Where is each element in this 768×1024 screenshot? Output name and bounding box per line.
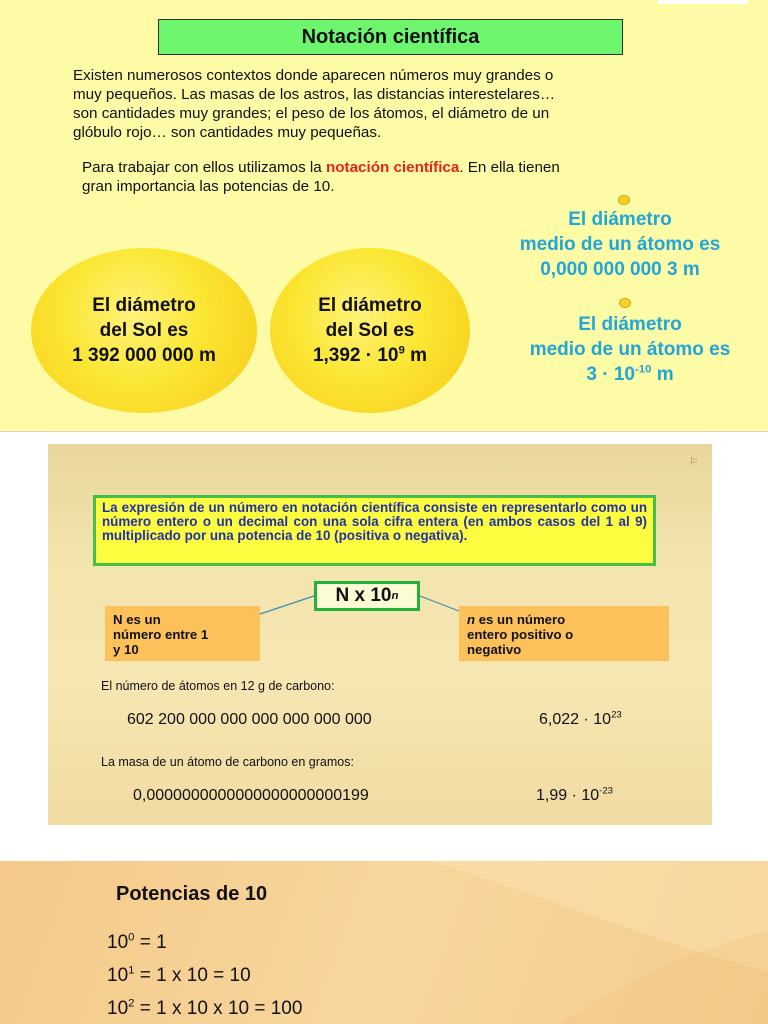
sun-circle-standard [31, 248, 257, 413]
example2-sci-base: 1,99 · 10 [536, 787, 600, 804]
atom-diameter-scientific [492, 312, 768, 387]
exponent-line: entero positivo o [467, 627, 574, 642]
power-base: 10 [107, 932, 129, 953]
exponent-line [467, 612, 661, 627]
sun-label: El diámetro [318, 295, 422, 316]
atom-diameter-standard [480, 207, 760, 282]
mantissa-line: N es un [113, 612, 161, 627]
power-line [107, 932, 167, 954]
flag-icon: ⚐ [689, 457, 698, 468]
usage-text: . En ella tienen [459, 159, 560, 176]
intro-line: Existen numerosos contextos donde aparecen números muy grandes o [73, 67, 554, 84]
corner-mark [658, 0, 748, 4]
intro-paragraph [73, 66, 713, 142]
atom-value-exponent: -10 [634, 363, 652, 376]
sun-label: del Sol es [99, 320, 189, 341]
highlight-term: notación científica [325, 159, 460, 176]
power-base: 10 [107, 998, 129, 1019]
powers-title: Potencias de 10 [116, 883, 268, 905]
atom-value-base: 3 · 10 [586, 364, 635, 385]
definition-box: La expresión de un número en notación científica consiste en representarlo como un número entero o un decimal con una sola cifra entera (en ambos casos del 1 al 9) multiplicado por una potencia de 10 (positiva o negativa). [93, 495, 656, 566]
formula-base: N x 10 [335, 585, 392, 606]
example1-label: El número de átomos en 12 g de carbono: [101, 679, 335, 693]
sun-value: 1 392 000 000 m [72, 345, 216, 366]
example1-scientific [539, 711, 622, 729]
sun-label: del Sol es [325, 320, 415, 341]
atom-label: medio de un átomo es [519, 234, 721, 255]
slide-definition [48, 444, 712, 825]
sun-value [313, 343, 427, 368]
sun-value-base: 1,392 · 10 [312, 345, 399, 366]
slide-notacion-cientifica [0, 0, 768, 432]
intro-line: glóbulo rojo… son cantidades muy pequeñas. [73, 124, 382, 141]
formula-box: N x 10 n [314, 581, 420, 611]
sun-label: El diámetro [92, 295, 196, 316]
example2-scientific [536, 787, 613, 805]
power-result: = 1 x 10 x 10 = 100 [134, 998, 303, 1019]
power-base: 10 [107, 965, 129, 986]
sun-circle-scientific [270, 248, 470, 413]
intro-line: muy pequeños. Las masas de los astros, las distancias interestelares… [73, 86, 556, 103]
example2-sci-exponent: -23 [599, 785, 614, 797]
power-line [107, 998, 302, 1020]
power-result: = 1 [134, 932, 167, 953]
atom-label: El diámetro [568, 209, 672, 230]
atom-value-unit: m [651, 364, 674, 385]
power-result: = 1 x 10 = 10 [134, 965, 251, 986]
sun-value-exponent: 9 [398, 344, 405, 357]
atom-value [492, 362, 768, 387]
slide-title: Notación científica [158, 19, 623, 55]
example1-sci-base: 6,022 · 10 [539, 711, 612, 728]
connector-line-right [420, 596, 459, 611]
mantissa-line: número entre 1 [113, 627, 209, 642]
exponent-text: es un número [475, 612, 566, 627]
slide-powers-of-ten [0, 861, 768, 1024]
exponent-symbol: n [467, 612, 476, 627]
power-exponent: 0 [128, 931, 135, 944]
mantissa-box [105, 606, 260, 661]
mantissa-line: y 10 [113, 642, 139, 657]
atom-dot-icon [618, 195, 630, 205]
example2-long-number: 0,0000000000000000000000199 [133, 787, 369, 804]
connector-line-left [260, 596, 314, 614]
exponent-box [459, 606, 669, 661]
atom-label: medio de un átomo es [529, 339, 731, 360]
usage-text: Para trabajar con ellos utilizamos la [82, 159, 322, 176]
usage-text: gran importancia las potencias de 10. [82, 178, 335, 195]
example1-sci-exponent: 23 [611, 709, 622, 721]
atom-label: El diámetro [578, 314, 682, 335]
exponent-line: negativo [467, 642, 522, 657]
example1-long-number: 602 200 000 000 000 000 000 000 [127, 711, 372, 728]
intro-line: son cantidades muy grandes; el peso de los átomos, el diámetro de un [73, 105, 550, 122]
power-exponent: 1 [128, 964, 135, 977]
usage-paragraph [82, 158, 722, 196]
power-line [107, 965, 251, 987]
atom-dot-icon [619, 298, 631, 308]
power-exponent: 2 [128, 997, 135, 1010]
example2-label: La masa de un átomo de carbono en gramos: [101, 755, 354, 769]
sun-value-unit: m [404, 345, 428, 366]
atom-value: 0,000 000 000 3 m [540, 259, 700, 280]
